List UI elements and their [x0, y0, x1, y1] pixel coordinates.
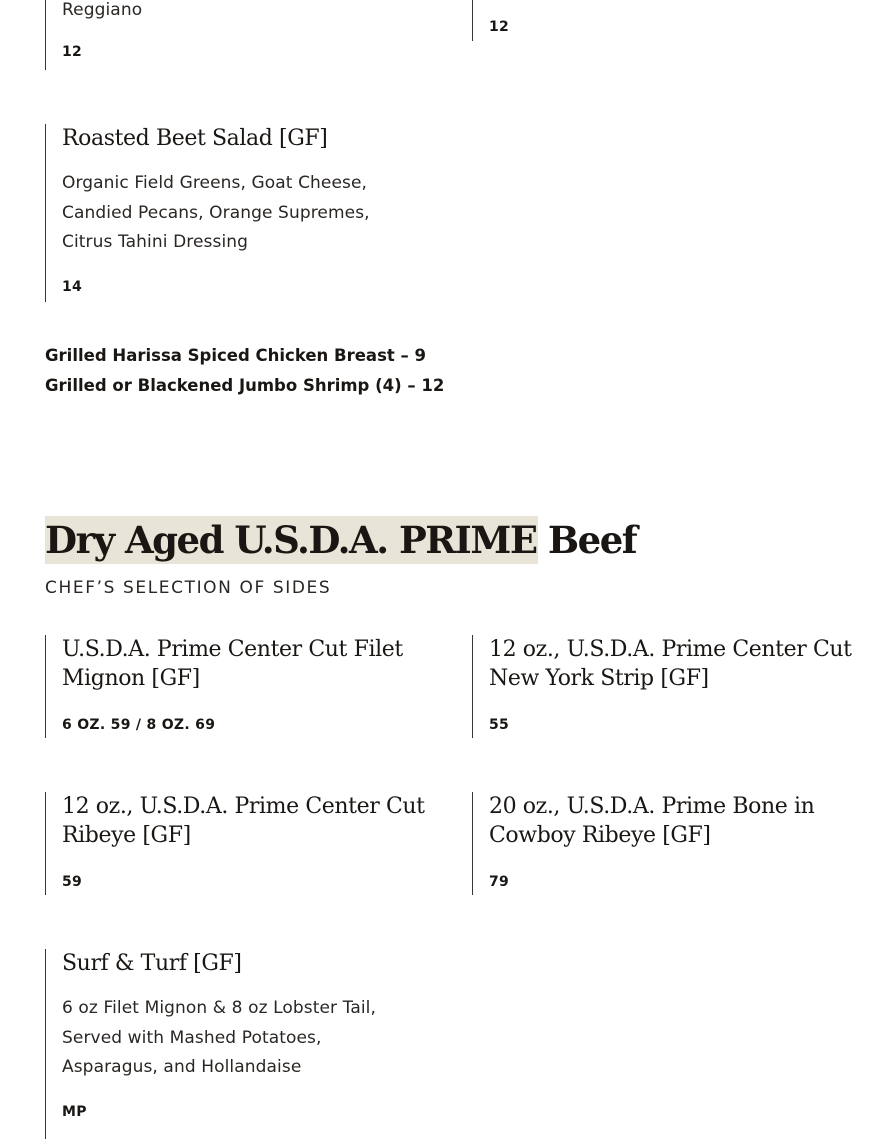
menu-item-ribeye: [45, 792, 445, 895]
item-description-line: Served with Mashed Potatoes,: [62, 1027, 322, 1048]
item-price: 14: [62, 278, 83, 295]
item-title: Surf & Turf [GF]: [62, 951, 242, 976]
item-title-line: 12 oz., U.S.D.A. Prime Center Cut: [62, 794, 425, 819]
item-title-line: Cowboy Ribeye [GF]: [489, 823, 711, 848]
item-title-line: 20 oz., U.S.D.A. Prime Bone in: [489, 794, 815, 819]
item-description-line: Asparagus, and Hollandaise: [62, 1057, 302, 1077]
section-title: Dry Aged U.S.D.A. PRIME Beef: [45, 518, 637, 562]
item-title-line: 12 oz., U.S.D.A. Prime Center Cut: [489, 637, 852, 662]
item-price: 59: [62, 874, 83, 890]
item-title-line: New York Strip [GF]: [489, 666, 709, 691]
menu-item-previous-right: [472, 0, 852, 41]
item-title-line: U.S.D.A. Prime Center Cut Filet: [62, 637, 403, 662]
addon-chicken: Grilled Harissa Spiced Chicken Breast – 9: [45, 346, 426, 365]
item-price: MP: [62, 1103, 87, 1120]
menu-item-new-york-strip: [472, 635, 862, 738]
item-price: 55: [489, 717, 510, 733]
salad-addons: [45, 341, 444, 401]
item-price: 6 OZ. 59 / 8 OZ. 69: [62, 717, 216, 733]
menu-item-previous-left: [45, 0, 425, 70]
item-price: 12: [489, 19, 510, 35]
item-description: Reggiano: [62, 0, 143, 20]
item-title-line: Ribeye [GF]: [62, 823, 191, 848]
menu-item-roasted-beet-salad: [45, 124, 445, 302]
item-description-line: Citrus Tahini Dressing: [62, 232, 249, 252]
item-description-line: Candied Pecans, Orange Supremes,: [62, 202, 370, 223]
section-subtitle: CHEF’S SELECTION OF SIDES: [45, 578, 332, 598]
item-price: 12: [62, 43, 83, 60]
item-title: Roasted Beet Salad [GF]: [62, 126, 328, 151]
item-description-line: 6 oz Filet Mignon & 8 oz Lobster Tail,: [62, 998, 376, 1018]
item-price: 79: [489, 874, 510, 890]
item-description-line: Organic Field Greens, Goat Cheese,: [62, 173, 368, 193]
menu-item-cowboy-ribeye: [472, 792, 862, 895]
addon-shrimp: Grilled or Blackened Jumbo Shrimp (4) – 12: [45, 376, 445, 395]
menu-item-filet-mignon: [45, 635, 445, 738]
menu-item-surf-and-turf: [45, 949, 445, 1139]
item-title-line: Mignon [GF]: [62, 666, 200, 691]
